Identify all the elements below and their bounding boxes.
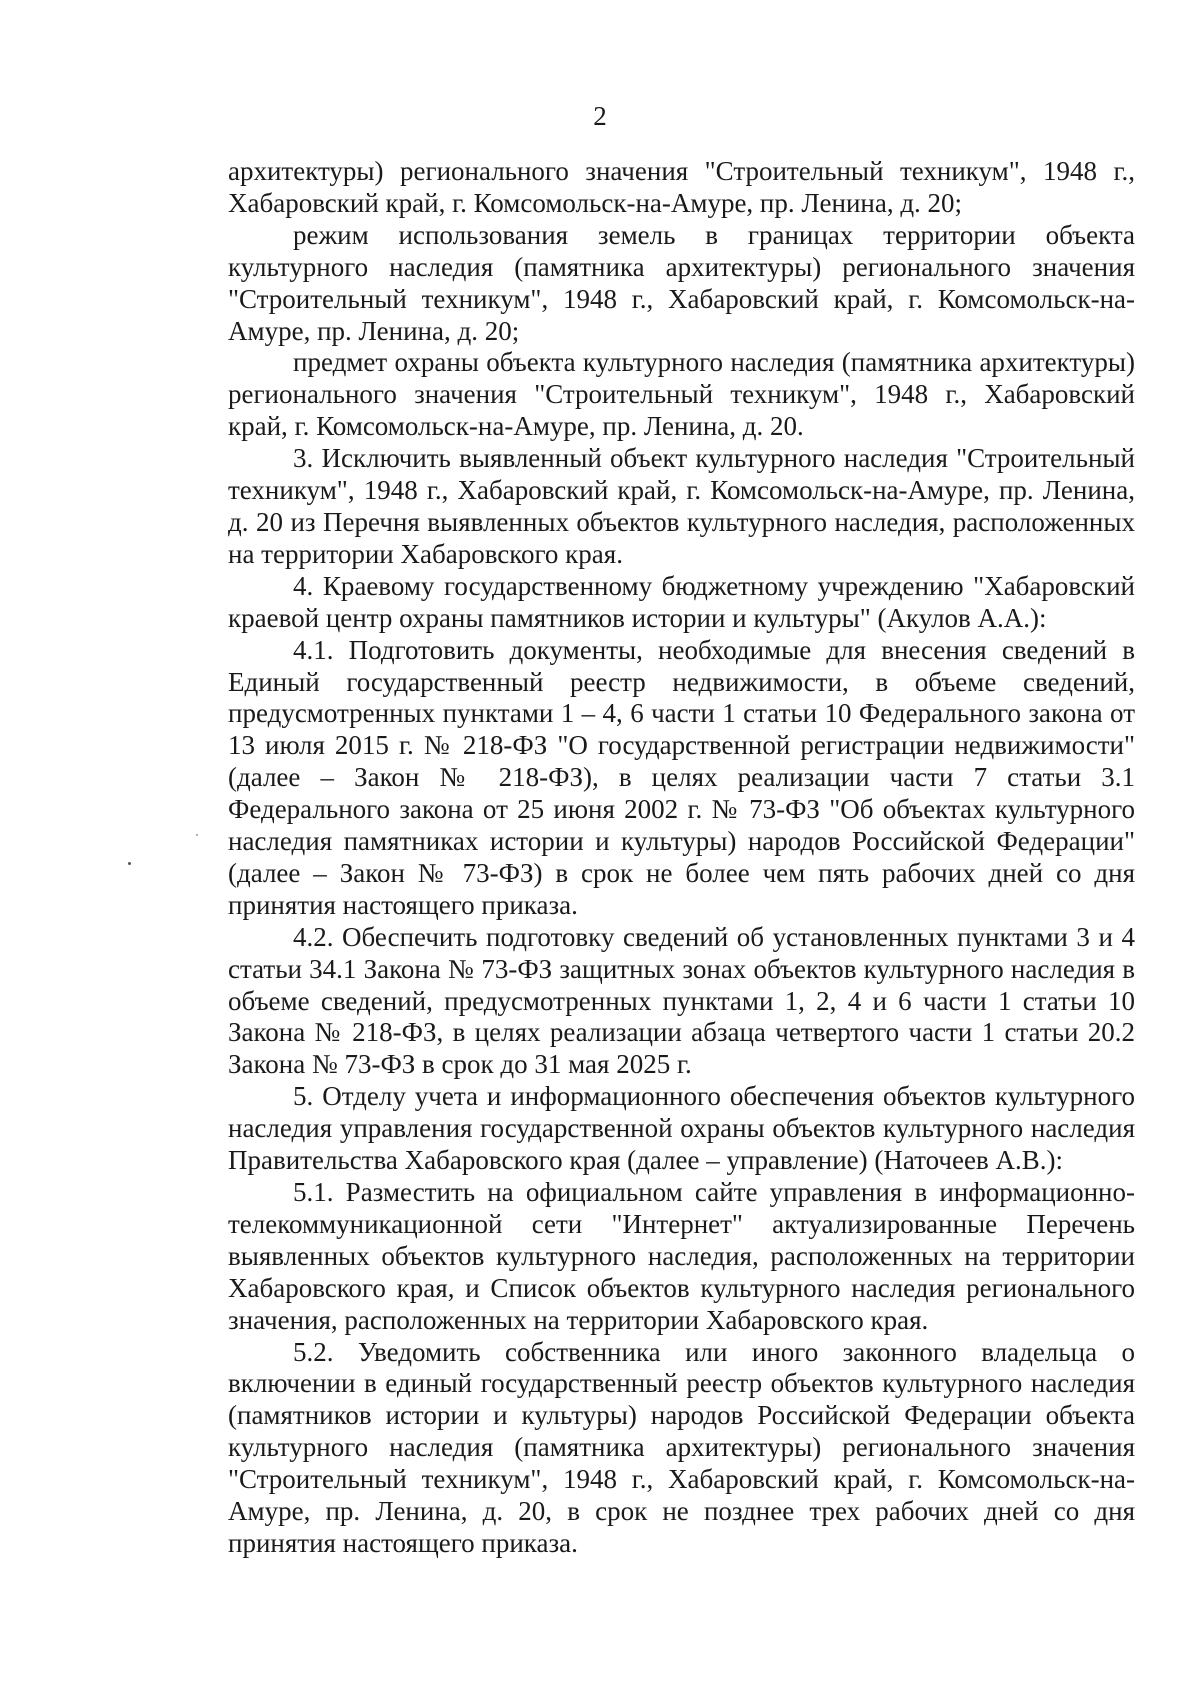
paragraph-item-4-1: 4.1. Подготовить документы, необходимые для внесения сведений в Единый государственный реестр недвижимости, в объеме сведений, предусмотренных пунктами 1 – 4, 6 части 1 статьи 10 Федерального закона от 13 июля 2015 г. № 218-ФЗ "О государственной регистрации недвижимости" (далее – Закон № 218-ФЗ), в целях реализации части 7 статьи 3.1 Федерального закона от 25 июня 2002 г. № 73-ФЗ "Об объектах культурного наследия памятниках истории и культуры) народов Российской Федерации" (далее – Закон № 73-ФЗ) в срок не более чем пять рабочих дней со дня принятия настоящего приказа. bbox=[228, 634, 1135, 920]
paragraph-land-use-regime: режим использования земель в границах территории объекта культурного наследия (памятника архитектуры) регионального значения "Строительный техникум", 1948 г., Хабаровский край, г. Комсомольск-на-Амуре, пр. Ленина, д. 20; bbox=[228, 219, 1135, 346]
paragraph-item-3: 3. Исключить выявленный объект культурного наследия "Строительный техникум", 1948 г., Хабаровский край, г. Комсомольск-на-Амуре, пр. Ленина, д. 20 из Перечня выявленных объектов культурного наследия, расположенных на территории Хабаровского края. bbox=[228, 443, 1135, 569]
scan-speck bbox=[128, 862, 131, 865]
paragraph-continuation: архитектуры) регионального значения "Строительный техникум", 1948 г., Хабаровский край, г. Комсомольск-на-Амуре, пр. Ленина, д. 20; bbox=[228, 156, 1135, 218]
paragraph-item-5-2: 5.2. Уведомить собственника или иного законного владельца о включении в единый государственный реестр объектов культурного наследия (памятников истории и культуры) народов Российской Федерации объекта культурного наследия (памятника архитектуры) регионального значения "Строительный техникум", 1948 г., Хабаровский край, г. Комсомольск-на-Амуре, пр. Ленина, д. 20, в срок не позднее трех рабочих дней со дня принятия настоящего приказа. bbox=[228, 1336, 1135, 1558]
document-body bbox=[228, 156, 1135, 1560]
paragraph-item-4-2: 4.2. Обеспечить подготовку сведений об установленных пунктами 3 и 4 статьи 34.1 Закона № 73-ФЗ защитных зонах объектов культурного наследия в объеме сведений, предусмотренных пунктами 1, 2, 4 и 6 части 1 статьи 10 Закона № 218-ФЗ, в целях реализации абзаца четвертого части 1 статьи 20.2 Закона № 73-ФЗ в срок до 31 мая 2025 г. bbox=[228, 921, 1135, 1080]
paragraph-item-4: 4. Краевому государственному бюджетному учреждению "Хабаровский краевой центр охраны памятников истории и культуры" (Акулов А.А.): bbox=[228, 570, 1135, 633]
page-number: 2 bbox=[593, 101, 607, 131]
paragraph-item-5-1: 5.1. Разместить на официальном сайте управления в информационно-телекоммуникационной сети "Интернет" актуализированные Перечень выявленных объектов культурного наследия, расположенных на территории Хабаровского края, и Список объектов культурного наследия регионального значения, расположенных на территории Хабаровского края. bbox=[228, 1177, 1135, 1335]
scan-speck-faint bbox=[196, 834, 198, 836]
paragraph-item-5: 5. Отделу учета и информационного обеспечения объектов культурного наследия управления государственной охраны объектов культурного наследия Правительства Хабаровского края (далее – управление) (Наточеев А.В.): bbox=[228, 1081, 1135, 1176]
paragraph-protection-subject: предмет охраны объекта культурного наследия (памятника архитектуры) регионального значения "Строительный техникум", 1948 г., Хабаровский край, г. Комсомольск-на-Амуре, пр. Ленина, д. 20. bbox=[228, 347, 1135, 442]
